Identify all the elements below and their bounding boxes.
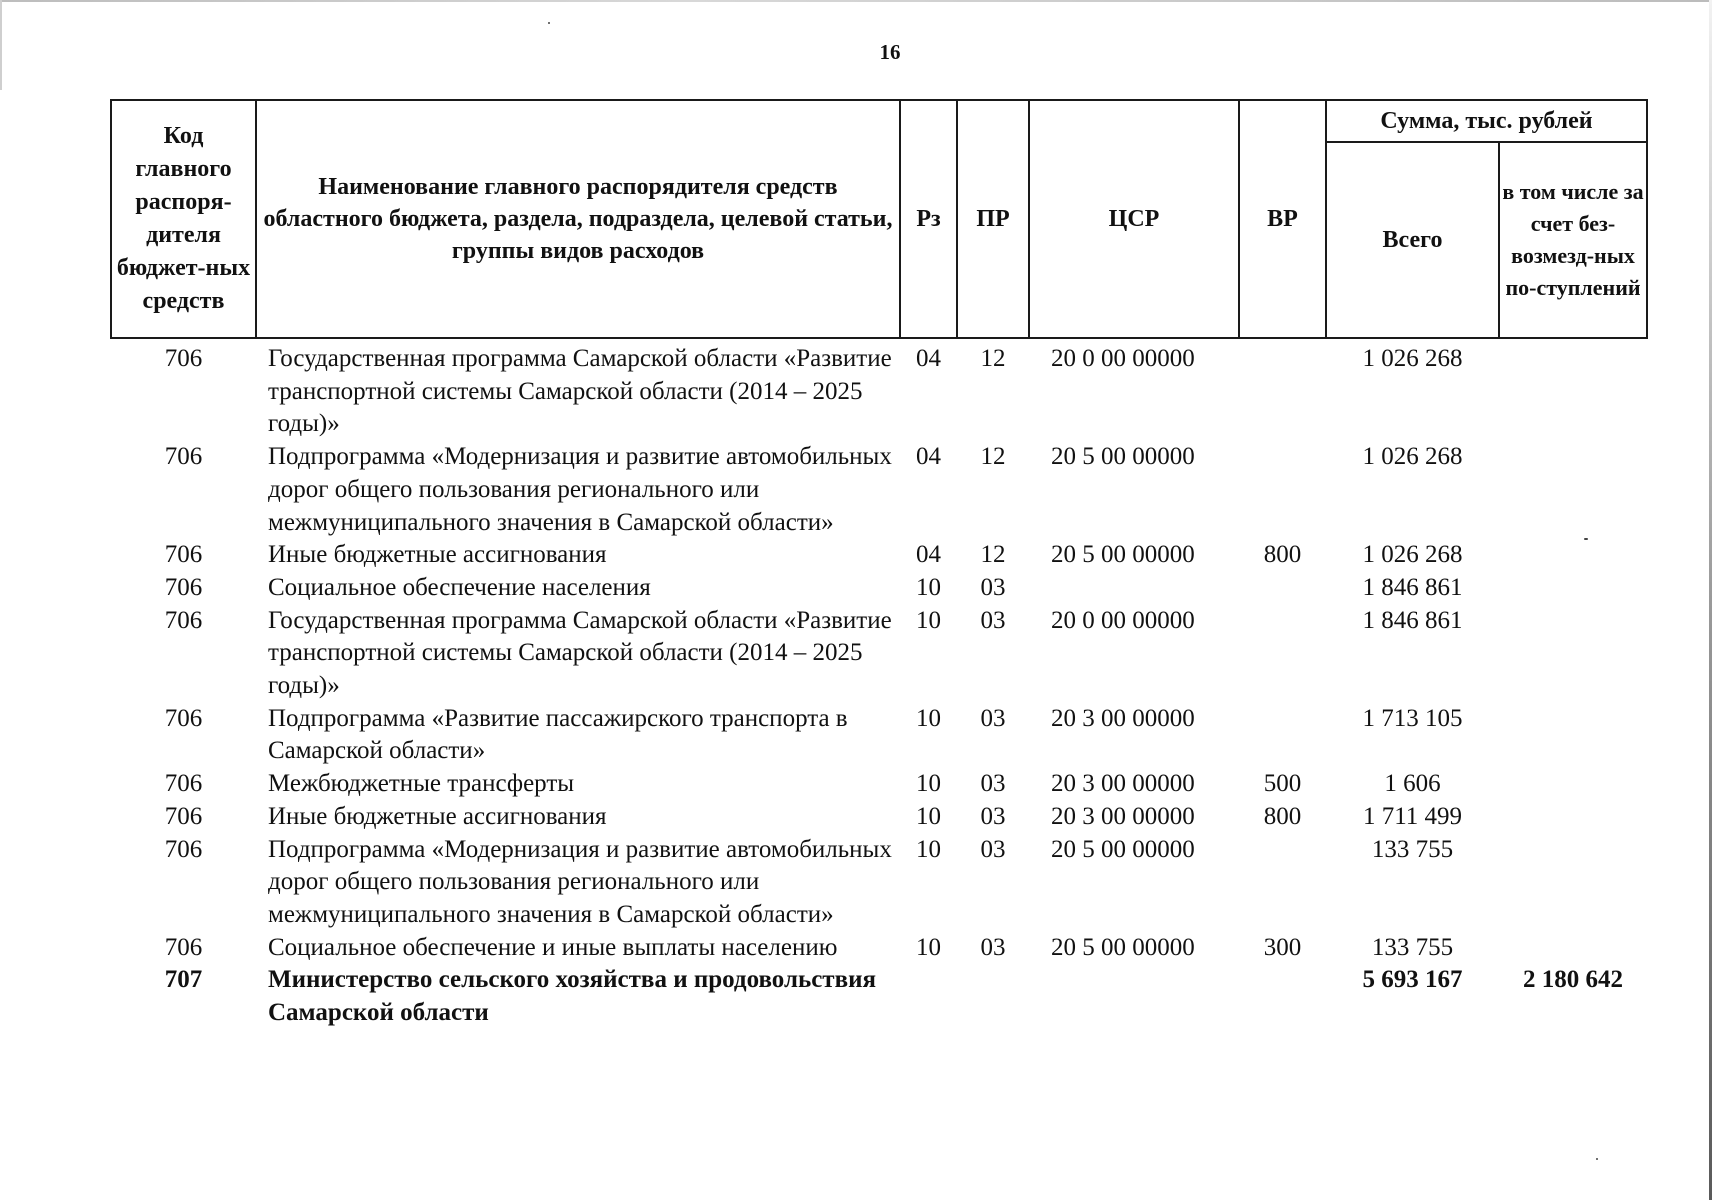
- cell-rz: 10: [916, 704, 941, 732]
- header-free: в том числе за счет без-возмезд-ных по-ступлений: [1499, 142, 1647, 338]
- table-row: [111, 539, 1647, 572]
- cell-rz: 10: [916, 835, 941, 863]
- cell-free: [1499, 703, 1647, 768]
- header-rz: Рз: [900, 100, 957, 338]
- table-header: [111, 100, 1647, 338]
- cell-code: 706: [164, 835, 203, 863]
- scan-speck: [548, 22, 550, 24]
- cell-total: 1 713 105: [1362, 704, 1463, 732]
- cell-name: Подпрограмма «Модернизация и развитие автомобильных дорог общего пользования регионального или межмуниципального значения в Самарской области»: [268, 443, 892, 536]
- header-vr: ВР: [1239, 100, 1326, 338]
- cell-free: [1499, 441, 1647, 539]
- cell-vr: [1239, 703, 1326, 768]
- cell-pr: 12: [980, 443, 1006, 471]
- cell-pr: 03: [980, 933, 1006, 961]
- scan-edge-top: [0, 0, 1712, 2]
- cell-vr: 300: [1263, 933, 1302, 961]
- cell-vr: 500: [1263, 770, 1302, 798]
- cell-csr: 20 0 00 00000: [1051, 606, 1195, 634]
- cell-name: Социальное обеспечение населения: [268, 573, 651, 601]
- cell-csr: 20 3 00 00000: [1051, 770, 1195, 798]
- cell-pr: [957, 964, 1029, 1029]
- cell-name: Государственная программа Самарской области «Развитие транспортной системы Самарской области (2014 – 2025 годы)»: [268, 606, 892, 700]
- header-sum-group: Сумма, тыс. рублей: [1326, 100, 1647, 142]
- table-body: [111, 338, 1647, 1030]
- cell-total: 1 606: [1384, 770, 1441, 798]
- table-row: [111, 338, 1647, 441]
- cell-vr: [1239, 572, 1326, 605]
- header-pr: ПР: [957, 100, 1029, 338]
- table-row: [111, 932, 1647, 965]
- table-row: [111, 441, 1647, 539]
- cell-free: [1499, 572, 1647, 605]
- table-row: [111, 768, 1647, 801]
- cell-csr: 20 5 00 00000: [1051, 835, 1195, 863]
- cell-total: 1 026 268: [1362, 443, 1463, 471]
- table-row: [111, 605, 1647, 703]
- cell-pr: 03: [980, 835, 1006, 863]
- cell-code: 706: [164, 606, 203, 634]
- cell-csr: [1029, 964, 1239, 1029]
- cell-pr: 03: [980, 606, 1006, 634]
- page-number: 16: [879, 40, 901, 64]
- cell-name: Иные бюджетные ассигнования: [268, 541, 607, 569]
- cell-rz: 10: [916, 606, 941, 634]
- scan-speck: [1596, 1158, 1598, 1160]
- cell-name: Социальное обеспечение и иные выплаты населению: [268, 933, 838, 961]
- cell-code: 706: [164, 443, 203, 471]
- cell-free: [1499, 338, 1647, 441]
- cell-name: Подпрограмма «Модернизация и развитие автомобильных дорог общего пользования регионального или межмуниципального значения в Самарской области»: [268, 835, 892, 928]
- header-csr: ЦСР: [1029, 100, 1239, 338]
- cell-code: 706: [164, 573, 203, 601]
- header-code: Код главного распоря-дителя бюджет-ных средств: [111, 100, 256, 338]
- cell-csr: 20 5 00 00000: [1051, 541, 1195, 569]
- table-row: [111, 964, 1647, 1029]
- cell-free: [1499, 768, 1647, 801]
- cell-rz: 04: [916, 443, 941, 471]
- cell-pr: 03: [980, 770, 1006, 798]
- cell-vr: 800: [1263, 541, 1302, 569]
- cell-vr: [1239, 964, 1326, 1029]
- cell-code: 706: [164, 770, 203, 798]
- cell-csr: 20 0 00 00000: [1051, 345, 1195, 372]
- cell-free: 2 180 642: [1523, 966, 1623, 994]
- cell-free: [1499, 932, 1647, 965]
- cell-free: [1499, 539, 1647, 572]
- cell-csr: 20 5 00 00000: [1051, 443, 1195, 471]
- cell-vr: [1239, 338, 1326, 441]
- header-total: Всего: [1326, 142, 1499, 338]
- cell-total: 133 755: [1371, 933, 1454, 961]
- table-row: [111, 572, 1647, 605]
- table-row: [111, 834, 1647, 932]
- cell-total: 5 693 167: [1362, 966, 1463, 994]
- table-row: [111, 703, 1647, 768]
- cell-code: 706: [164, 704, 203, 732]
- cell-code: 707: [164, 966, 203, 994]
- cell-rz: 04: [916, 541, 941, 569]
- cell-name: Министерство сельского хозяйства и продовольствия Самарской области: [268, 966, 877, 1027]
- cell-total: 1 711 499: [1362, 802, 1463, 830]
- cell-total: 1 026 268: [1362, 541, 1463, 569]
- cell-rz: 10: [916, 802, 941, 830]
- cell-csr: 20 5 00 00000: [1051, 933, 1195, 961]
- cell-pr: 03: [980, 802, 1006, 830]
- cell-vr: 800: [1263, 802, 1302, 830]
- cell-total: 1 026 268: [1362, 345, 1463, 372]
- cell-pr: 12: [980, 541, 1006, 569]
- cell-total: 133 755: [1371, 835, 1454, 863]
- cell-free: [1499, 834, 1647, 932]
- cell-code: 706: [164, 345, 203, 372]
- cell-name: Межбюджетные трансферты: [268, 770, 575, 798]
- cell-rz: [900, 964, 957, 1029]
- cell-name: Подпрограмма «Развитие пассажирского транспорта в Самарской области»: [268, 704, 848, 765]
- header-name: Наименование главного распорядителя средств областного бюджета, раздела, подраздела, целевой статьи, группы видов расходов: [256, 100, 900, 338]
- cell-code: 706: [164, 541, 203, 569]
- cell-vr: [1239, 834, 1326, 932]
- cell-rz: 10: [916, 573, 941, 601]
- table-row: [111, 801, 1647, 834]
- scan-speck: [1584, 538, 1588, 540]
- cell-vr: [1239, 605, 1326, 703]
- cell-rz: 10: [916, 770, 941, 798]
- cell-name: Иные бюджетные ассигнования: [268, 802, 607, 830]
- cell-rz: 10: [916, 933, 941, 961]
- cell-pr: 03: [980, 573, 1006, 601]
- cell-rz: 04: [916, 345, 941, 372]
- budget-table: [110, 99, 1648, 1030]
- cell-total: 1 846 861: [1362, 606, 1463, 634]
- cell-pr: 03: [980, 704, 1006, 732]
- cell-vr: [1239, 441, 1326, 539]
- cell-pr: 12: [980, 345, 1006, 372]
- cell-code: 706: [164, 933, 203, 961]
- cell-name: Государственная программа Самарской области «Развитие транспортной системы Самарской области (2014 – 2025 годы)»: [268, 345, 892, 438]
- cell-csr: [1029, 572, 1239, 605]
- cell-total: 1 846 861: [1362, 573, 1463, 601]
- cell-free: [1499, 801, 1647, 834]
- cell-csr: 20 3 00 00000: [1051, 802, 1195, 830]
- cell-free: [1499, 605, 1647, 703]
- cell-code: 706: [164, 802, 203, 830]
- cell-csr: 20 3 00 00000: [1051, 704, 1195, 732]
